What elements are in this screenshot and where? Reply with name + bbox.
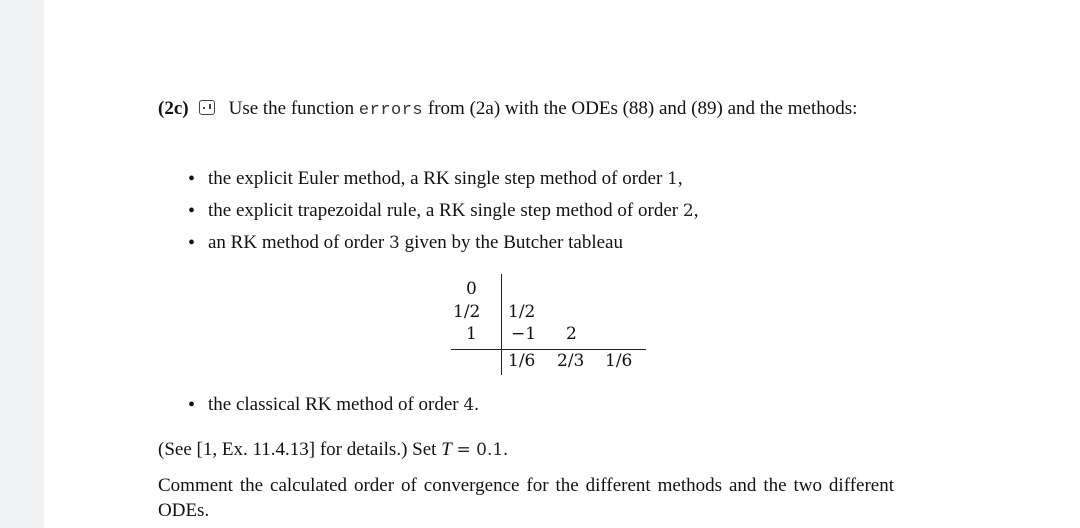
see-end: . xyxy=(503,439,508,460)
see-text: (See [1, Ex. 11.4.13] for details.) Set xyxy=(158,439,437,460)
list-item xyxy=(188,392,479,418)
method-order: 1 xyxy=(667,169,678,189)
intro-text-after-code: from (2a) with the ODEs (88) and (89) and the methods: xyxy=(427,98,858,119)
method-tail: , xyxy=(677,168,683,189)
list-item xyxy=(188,230,698,262)
intro-text-before-code: Use the function xyxy=(228,98,355,119)
method-tail: . xyxy=(474,394,479,415)
problem-intro xyxy=(158,96,894,123)
function-name-code: errors xyxy=(358,101,424,120)
tableau-b-3: 1/6 xyxy=(605,351,633,371)
list-item xyxy=(188,166,698,198)
viewer-margin xyxy=(0,0,44,528)
tableau-c-1: 1/2 xyxy=(453,302,481,322)
method-order: 4 xyxy=(463,395,475,415)
method-order: 3 xyxy=(388,233,400,253)
comment-paragraph: Comment the calculated order of convergence for the different methods and the two different ODEs. xyxy=(158,475,894,521)
tableau-a-21: 1/2 xyxy=(508,302,536,322)
tableau-a-31: −1 xyxy=(511,324,537,344)
method-tail: given by the Butcher tableau xyxy=(399,232,623,253)
last-method-list xyxy=(188,392,479,418)
method-order: 2 xyxy=(682,201,694,221)
code-file-icon[interactable] xyxy=(199,100,215,115)
see-details-line xyxy=(158,437,508,463)
tableau-vertical-rule xyxy=(501,274,502,375)
method-text: the classical RK method of order xyxy=(208,394,459,415)
tableau-horizontal-rule xyxy=(451,349,646,350)
method-text: an RK method of order xyxy=(208,232,385,253)
tableau-b-1: 1/6 xyxy=(508,351,536,371)
time-variable: T xyxy=(441,439,452,460)
tableau-b-2: 2/3 xyxy=(557,351,585,371)
tableau-c-0: 0 xyxy=(466,279,477,299)
time-value: = 0.1 xyxy=(456,440,504,460)
problem-label: (2c) xyxy=(158,98,189,119)
methods-list xyxy=(188,166,698,262)
list-item xyxy=(188,198,698,230)
tableau-a-32: 2 xyxy=(566,324,577,344)
method-text: the explicit Euler method, a RK single step method of order xyxy=(208,168,663,189)
method-tail: , xyxy=(693,200,699,221)
tableau-c-2: 1 xyxy=(466,324,477,344)
method-text: the explicit trapezoidal rule, a RK single step method of order xyxy=(208,200,679,221)
